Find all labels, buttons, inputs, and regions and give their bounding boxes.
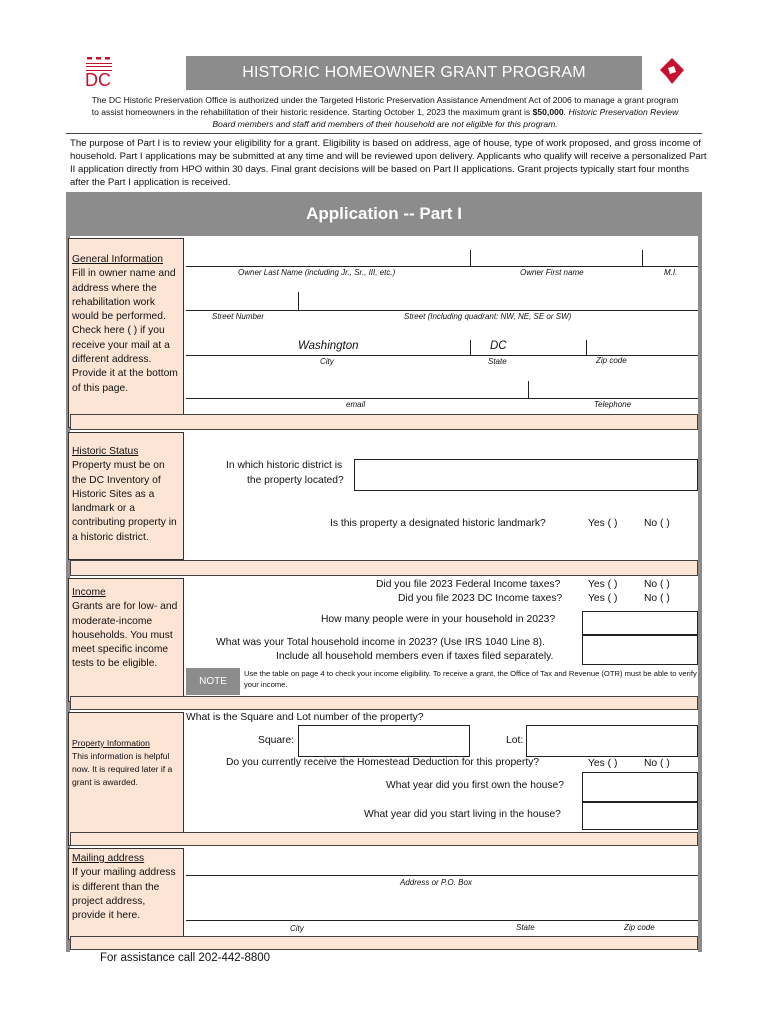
- dc-map-icon: [658, 56, 686, 86]
- mailing-state-label: State: [516, 923, 535, 932]
- start-living-question: What year did you start living in the house?: [364, 809, 561, 820]
- total-income-question-2: Include all household members even if taxes filed separately.: [276, 651, 554, 662]
- section-separator: [70, 696, 698, 710]
- dc-no[interactable]: No ( ): [644, 593, 670, 604]
- mi-label: M.I.: [664, 268, 678, 277]
- income-body: Grants are for low- and moderate-income households. You must meet specific income tests to be eligible.: [72, 601, 178, 670]
- historic-district-input[interactable]: [354, 459, 698, 491]
- owner-first-label: Owner First name: [520, 268, 584, 277]
- lot-input[interactable]: [526, 725, 698, 757]
- note-text: Use the table on page 4 to check your income eligibility. To receive a grant, the Office of Tax and Revenue (OTR) must be able to verify your income.: [244, 669, 697, 689]
- dc-logo: [84, 56, 114, 92]
- street-label: Street (Including quadrant: NW, NE, SE or SW): [404, 312, 572, 321]
- first-own-input[interactable]: [582, 772, 698, 802]
- mailing-address-panel: [68, 848, 184, 940]
- divider: [66, 133, 702, 134]
- state-label: State: [488, 357, 507, 366]
- property-heading: Property Information: [72, 738, 150, 748]
- homestead-yes[interactable]: Yes ( ): [588, 758, 618, 769]
- federal-tax-question: Did you file 2023 Federal Income taxes?: [376, 579, 561, 590]
- note-label: NOTE: [186, 668, 240, 695]
- square-input[interactable]: [298, 725, 470, 757]
- mailing-heading: Mailing address: [72, 853, 145, 864]
- intro-line-2: [60, 106, 710, 118]
- purpose-text: The purpose of Part I is to review your eligibility for a grant. Eligibility is based on address, age of house, type of work proposed, and gross income of household. Part I applications may be submitted at any time and will be reviewed upon delivery. Applicants who qualify will receive a personalized Part II application directly from HPO within 30 days. Final grant decisions will be based on Part II applications. Grant projects typically start four months after the Part I application is received.: [70, 138, 707, 188]
- section-separator: [70, 560, 698, 576]
- mailing-address-field[interactable]: [186, 852, 698, 874]
- owner-last-label: Owner Last Name (including Jr., Sr., III, etc.): [238, 268, 396, 277]
- lot-label: Lot:: [506, 735, 524, 746]
- telephone-label: Telephone: [594, 400, 632, 409]
- federal-no[interactable]: No ( ): [644, 579, 670, 590]
- federal-yes[interactable]: Yes ( ): [588, 579, 618, 590]
- first-own-question: What year did you first own the house?: [386, 780, 565, 791]
- mailing-city-field[interactable]: [186, 900, 698, 920]
- property-info-panel: [68, 712, 184, 846]
- general-body: Fill in owner name and address where the rehabilitation work would be performed. Check here ( ) if you receive your mail at a different address. Provide it at the bottom of this page.: [72, 268, 178, 394]
- homestead-question: Do you currently receive the Homestead Deduction for this property?: [226, 757, 540, 768]
- mailing-body: If your mailing address is different than the project address, provide it here.: [72, 867, 176, 922]
- landmark-yes[interactable]: Yes ( ): [588, 518, 618, 529]
- income-heading: Income: [72, 587, 106, 598]
- telephone-field[interactable]: [530, 380, 698, 398]
- landmark-question: Is this property a designated historic landmark?: [330, 518, 546, 529]
- assistance-footer: For assistance call 202-442-8800: [100, 952, 271, 964]
- email-field[interactable]: [186, 380, 526, 398]
- household-size-input[interactable]: [582, 611, 698, 635]
- program-title: HISTORIC HOMEOWNER GRANT PROGRAM: [186, 56, 642, 90]
- intro-3: . Historic Preservation Review: [563, 107, 679, 117]
- homestead-no[interactable]: No ( ): [644, 758, 670, 769]
- intro-4: Board members and staff and members of their household are not eligible for this program.: [212, 119, 558, 129]
- dc-yes[interactable]: Yes ( ): [588, 593, 618, 604]
- general-info-panel: [68, 238, 184, 428]
- application-title: Application -- Part I: [66, 192, 702, 236]
- square-lot-question: What is the Square and Lot number of the property?: [186, 712, 424, 723]
- landmark-no[interactable]: No ( ): [644, 518, 670, 529]
- total-income-question-1: What was your Total household income in 2023? (Use IRS 1040 Line 8).: [216, 637, 545, 648]
- section-separator: [70, 936, 698, 950]
- street-field[interactable]: [186, 290, 698, 310]
- total-income-input[interactable]: [582, 635, 698, 665]
- intro-line-1: The DC Historic Preservation Office is authorized under the Targeted Historic Preservation Assistance Amendment Act of 2006 to manage a grant program: [91, 95, 679, 105]
- zip-label: Zip code: [596, 356, 627, 365]
- dc-tax-question: Did you file 2023 DC Income taxes?: [398, 593, 563, 604]
- intro-2: to assist homeowners in the rehabilitation of their historic residence. Starting October 1, 2023 the maximum grant is: [91, 107, 531, 117]
- start-living-input[interactable]: [582, 802, 698, 830]
- max-grant: $50,000: [532, 107, 564, 117]
- historic-status-panel: [68, 432, 184, 560]
- property-body: This information is helpful now. It is required later if a grant is awarded.: [72, 751, 173, 787]
- city-value[interactable]: Washington: [298, 340, 359, 352]
- household-size-question: How many people were in your household in 2023?: [321, 614, 556, 625]
- general-heading: General Information: [72, 254, 164, 265]
- city-label: City: [320, 357, 334, 366]
- historic-body: Property must be on the DC Inventory of Historic Sites as a landmark or a contributing property in a historic district.: [72, 460, 177, 543]
- intro-line-3: [60, 118, 710, 130]
- square-label: Square:: [258, 735, 295, 746]
- street-number-label: Street Number: [212, 312, 265, 321]
- owner-name-field[interactable]: [186, 246, 698, 266]
- mailing-city-label: City: [290, 924, 304, 933]
- historic-heading: Historic Status: [72, 446, 139, 457]
- intro-text: [60, 94, 710, 130]
- district-question-1: In which historic district is: [226, 460, 343, 471]
- frame-right: [698, 236, 702, 952]
- district-question-2: the property located?: [247, 475, 344, 486]
- section-separator: [70, 414, 698, 430]
- section-separator: [70, 832, 698, 846]
- state-value[interactable]: DC: [490, 340, 507, 352]
- mailing-address-label: Address or P.O. Box: [400, 878, 472, 887]
- logo-text: DC: [85, 70, 111, 90]
- email-label: email: [346, 400, 366, 409]
- mailing-zip-label: Zip code: [624, 923, 655, 932]
- income-panel: [68, 578, 184, 702]
